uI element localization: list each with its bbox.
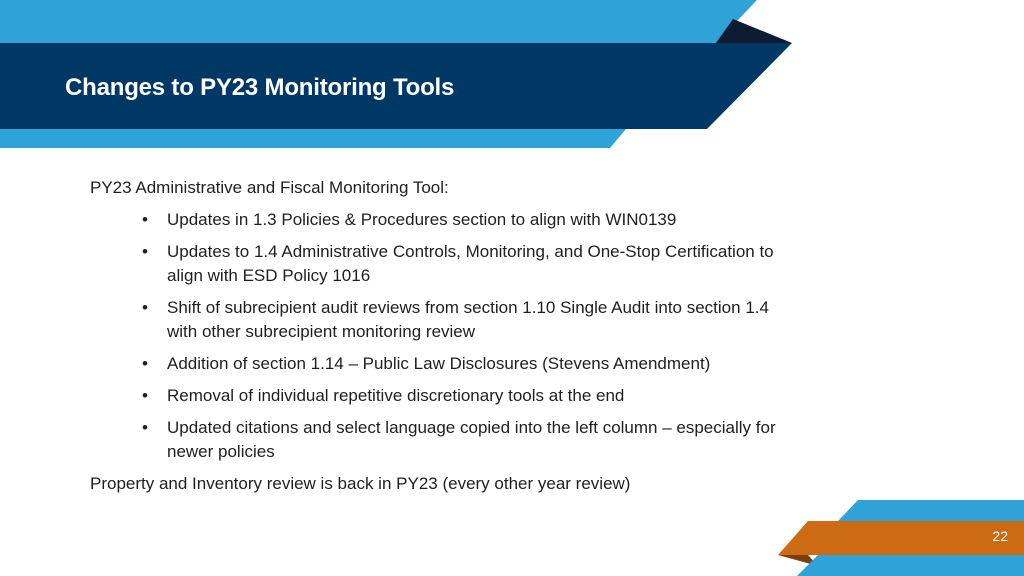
slide-title: Changes to PY23 Monitoring Tools — [65, 74, 455, 101]
bullet-text: Updates in 1.3 Policies & Procedures section to align with WIN0139 — [167, 210, 677, 229]
footer-orange-band — [778, 521, 1024, 555]
bullet-dot-icon: • — [142, 418, 148, 437]
bullet-text: Updates to 1.4 Administrative Controls, Monitoring, and One-Stop Certification to align with ESD Policy 1016 — [167, 242, 774, 285]
bullet-text: Removal of individual repetitive discretionary tools at the end — [167, 386, 625, 405]
bullet-item — [142, 296, 790, 344]
footer-blue-bottom — [797, 555, 1024, 576]
bullet-list — [90, 208, 790, 464]
bullet-text: Updated citations and select language copied into the left column – especially for newer policies — [167, 418, 776, 461]
slide-body — [90, 176, 790, 496]
header-bottom-band — [0, 129, 626, 148]
bullet-text: Addition of section 1.14 – Public Law Disclosures (Stevens Amendment) — [167, 354, 711, 373]
bullet-item — [142, 208, 790, 232]
bullet-item — [142, 352, 790, 376]
bullet-item — [142, 384, 790, 408]
closing-note: Property and Inventory review is back in PY23 (every other year review) — [90, 474, 631, 493]
bullet-dot-icon: • — [142, 210, 148, 229]
header-top-band — [0, 0, 757, 43]
bullet-item — [142, 416, 790, 464]
section-lead: PY23 Administrative and Fiscal Monitoring Tool: — [90, 178, 449, 197]
page-number: 22 — [992, 528, 1008, 544]
bullet-item — [142, 240, 790, 288]
footer-blue-band — [838, 500, 1024, 521]
bullet-dot-icon: • — [142, 354, 148, 373]
bullet-dot-icon: • — [142, 242, 148, 261]
bullet-dot-icon: • — [142, 298, 148, 317]
bullet-dot-icon: • — [142, 386, 148, 405]
bullet-text: Shift of subrecipient audit reviews from section 1.10 Single Audit into section 1.4 with other subrecipient monitoring review — [167, 298, 769, 341]
